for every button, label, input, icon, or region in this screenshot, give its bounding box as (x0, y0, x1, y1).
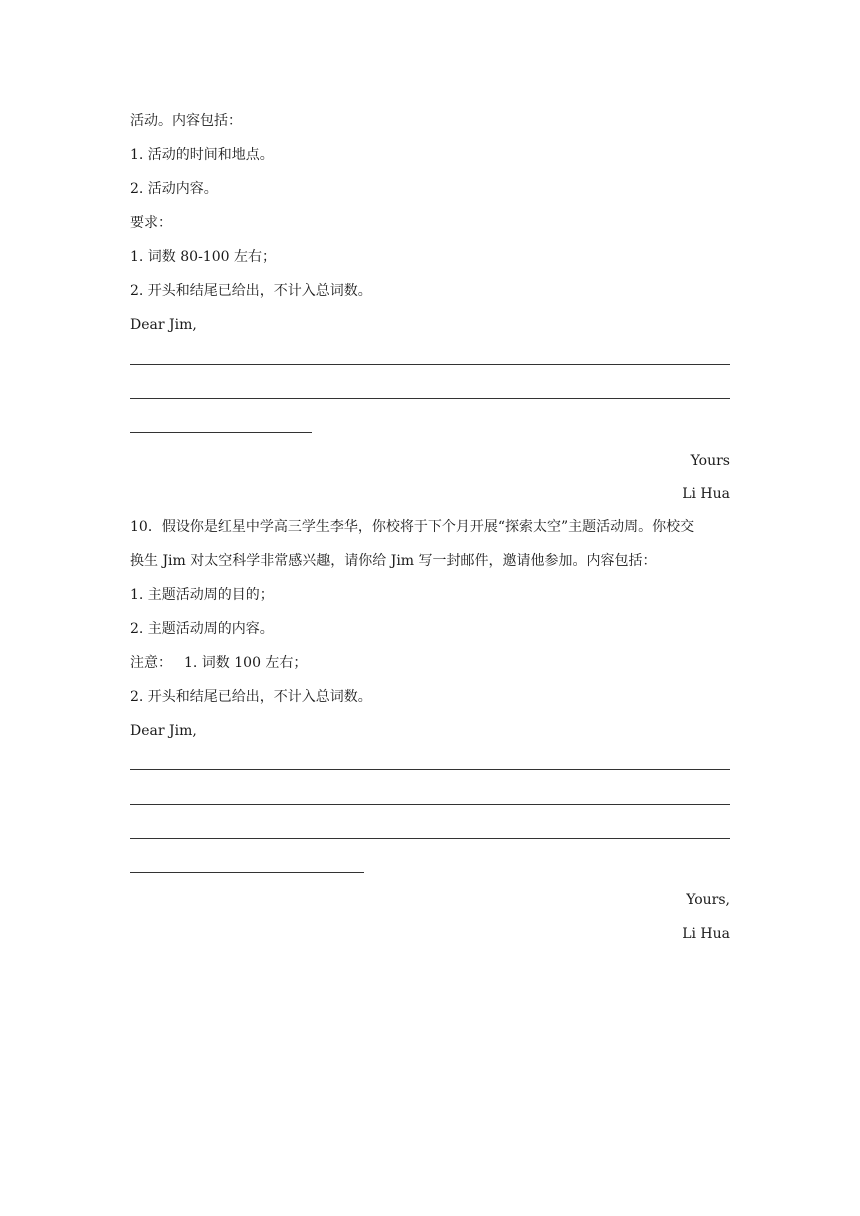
q10-prompt-line-1: 10．假设你是红星中学高三学生李华，你校将于下个月开展“探索太空”主题活动周。你校交 (130, 519, 695, 535)
s1-point-2: 2. 活动内容。 (130, 181, 218, 197)
s1-point-1: 1. 活动的时间和地点。 (130, 147, 274, 163)
q10-answer-line-4[interactable] (130, 872, 364, 873)
s1-greeting: Dear Jim, (130, 317, 197, 333)
q10-point-2: 2. 主题活动周的内容。 (130, 621, 274, 637)
q10-note-item-2: 2. 开头和结尾已给出，不计入总词数。 (130, 689, 372, 705)
q10-closing: Yours, (686, 892, 730, 908)
s1-requirement-1: 1. 词数 80-100 左右； (130, 249, 276, 265)
s1-requirements-label: 要求： (130, 215, 172, 231)
q10-signature: Li Hua (682, 926, 730, 942)
q10-answer-line-1[interactable] (130, 769, 730, 770)
s1-requirement-2: 2. 开头和结尾已给出，不计入总词数。 (130, 283, 372, 299)
q10-note-item-1: 1. 词数 100 左右； (184, 655, 308, 671)
s1-closing: Yours (690, 453, 730, 469)
q10-prompt-line-2: 换生 Jim 对太空科学非常感兴趣，请你给 Jim 写一封邮件，邀请他参加。内容包括： (130, 553, 657, 569)
s1-answer-line-1[interactable] (130, 364, 730, 365)
q10-answer-line-2[interactable] (130, 804, 730, 805)
s1-signature: Li Hua (682, 486, 730, 502)
q10-answer-line-3[interactable] (130, 838, 730, 839)
s1-answer-line-2[interactable] (130, 398, 730, 399)
s1-intro-tail: 活动。内容包括： (130, 113, 242, 129)
q10-point-1: 1. 主题活动周的目的； (130, 587, 274, 603)
q10-note-label: 注意： (130, 655, 172, 671)
s1-answer-line-3[interactable] (130, 432, 312, 433)
q10-greeting: Dear Jim, (130, 723, 197, 739)
